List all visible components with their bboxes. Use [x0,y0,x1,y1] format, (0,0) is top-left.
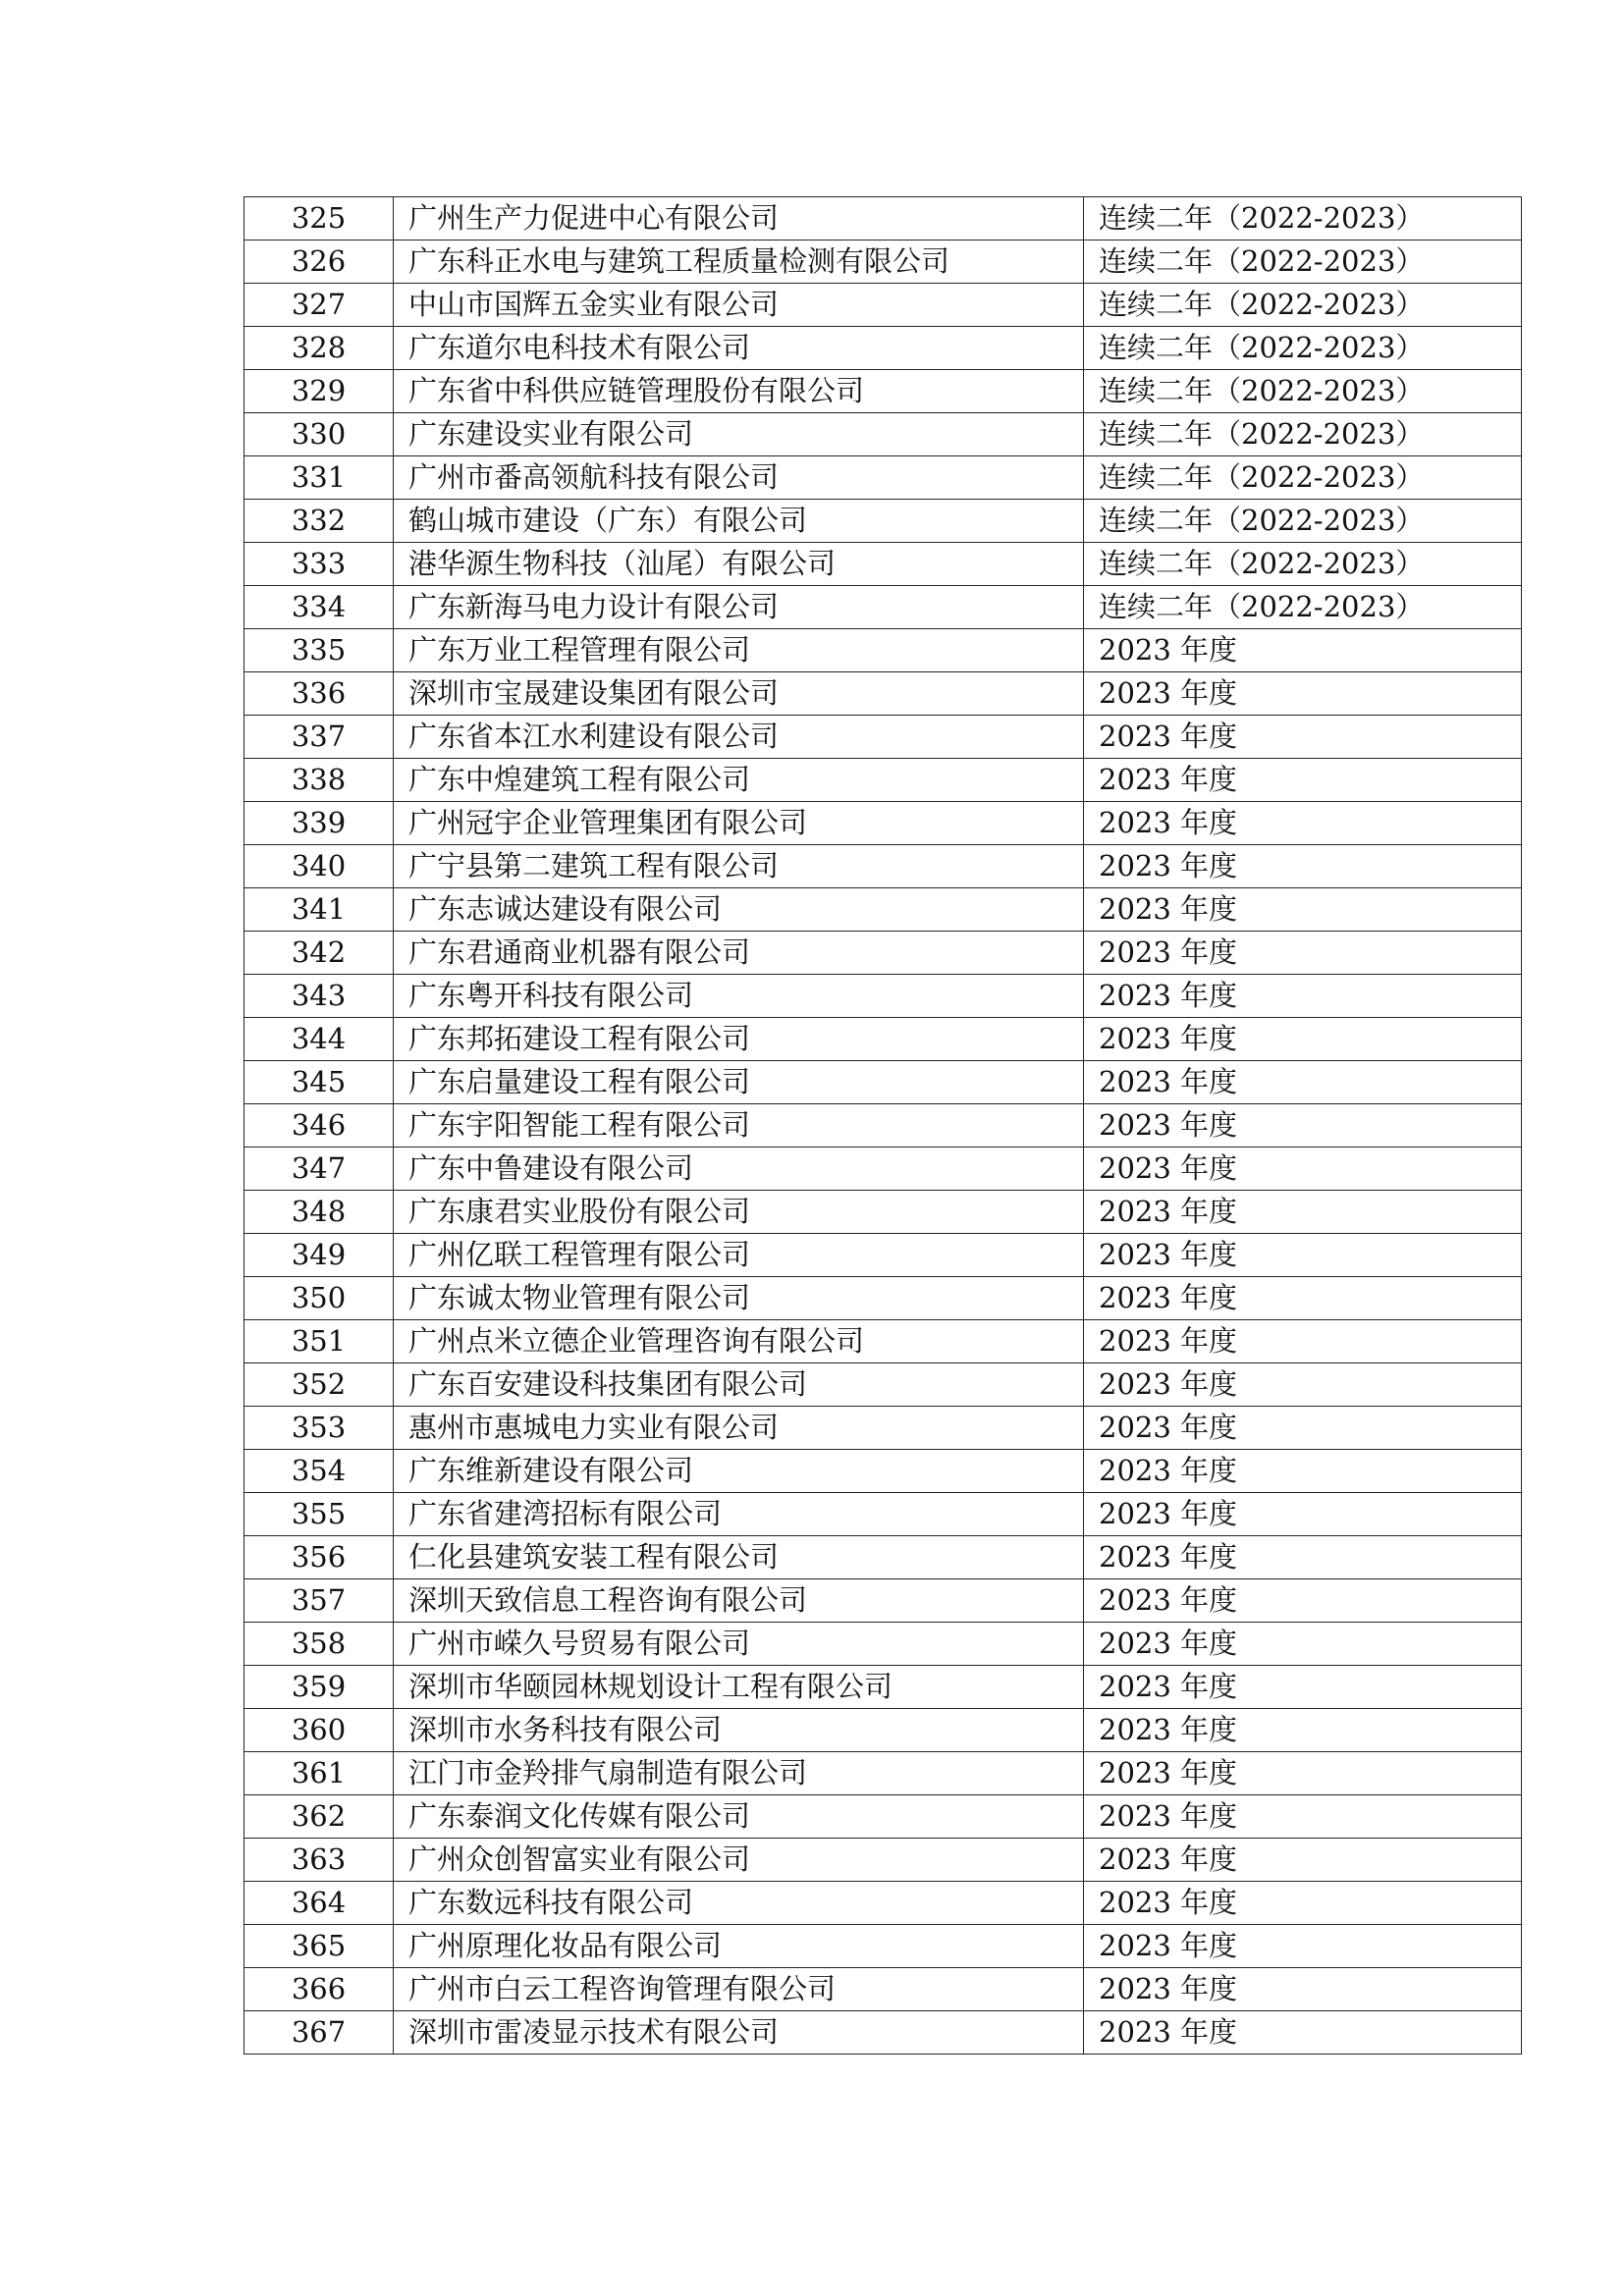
row-number: 360 [244,1709,394,1752]
table-row [244,413,1522,456]
company-name: 广东康君实业股份有限公司 [394,1191,1084,1234]
table-row [244,1450,1522,1493]
award-period: 连续二年（2022-2023） [1084,500,1522,543]
table-row [244,716,1522,759]
company-name: 广东宇阳智能工程有限公司 [394,1104,1084,1148]
company-name: 仁化县建筑安装工程有限公司 [394,1536,1084,1579]
row-number: 367 [244,2011,394,2055]
row-number: 331 [244,456,394,500]
table-row [244,1018,1522,1061]
row-number: 361 [244,1752,394,1795]
company-name: 广东百安建设科技集团有限公司 [394,1363,1084,1407]
award-period: 连续二年（2022-2023） [1084,456,1522,500]
award-period: 2023 年度 [1084,1234,1522,1277]
row-number: 350 [244,1277,394,1320]
company-name: 广东建设实业有限公司 [394,413,1084,456]
company-name: 广东道尔电科技术有限公司 [394,327,1084,370]
row-number: 348 [244,1191,394,1234]
company-name: 广宁县第二建筑工程有限公司 [394,845,1084,888]
table-row [244,1839,1522,1882]
row-number: 363 [244,1839,394,1882]
award-period: 2023 年度 [1084,1579,1522,1623]
row-number: 335 [244,629,394,672]
row-number: 364 [244,1882,394,1925]
award-period: 2023 年度 [1084,1061,1522,1104]
row-number: 327 [244,284,394,327]
award-period: 2023 年度 [1084,1882,1522,1925]
company-name: 广东君通商业机器有限公司 [394,932,1084,975]
row-number: 337 [244,716,394,759]
company-name: 深圳市水务科技有限公司 [394,1709,1084,1752]
award-period: 连续二年（2022-2023） [1084,240,1522,284]
award-period: 2023 年度 [1084,1839,1522,1882]
award-period: 连续二年（2022-2023） [1084,327,1522,370]
company-name: 广东新海马电力设计有限公司 [394,586,1084,629]
company-name: 广东诚太物业管理有限公司 [394,1277,1084,1320]
company-name: 广州生产力促进中心有限公司 [394,197,1084,240]
row-number: 353 [244,1407,394,1450]
row-number: 340 [244,845,394,888]
table-row [244,1752,1522,1795]
table-row [244,240,1522,284]
award-period: 连续二年（2022-2023） [1084,586,1522,629]
table-row [244,327,1522,370]
row-number: 352 [244,1363,394,1407]
table-row [244,759,1522,802]
table-row [244,1709,1522,1752]
award-period: 2023 年度 [1084,1709,1522,1752]
document-page [244,196,1521,2055]
company-name: 深圳市宝晟建设集团有限公司 [394,672,1084,716]
company-name: 广东万业工程管理有限公司 [394,629,1084,672]
company-name: 广东数远科技有限公司 [394,1882,1084,1925]
table-row [244,802,1522,845]
company-name: 广东中煌建筑工程有限公司 [394,759,1084,802]
row-number: 349 [244,1234,394,1277]
award-period: 2023 年度 [1084,1277,1522,1320]
row-number: 339 [244,802,394,845]
company-name: 广东科正水电与建筑工程质量检测有限公司 [394,240,1084,284]
row-number: 332 [244,500,394,543]
table-row [244,1363,1522,1407]
row-number: 347 [244,1148,394,1191]
company-name: 港华源生物科技（汕尾）有限公司 [394,543,1084,586]
row-number: 343 [244,975,394,1018]
company-name: 广东志诚达建设有限公司 [394,888,1084,932]
company-name: 广州冠宇企业管理集团有限公司 [394,802,1084,845]
company-name: 深圳天致信息工程咨询有限公司 [394,1579,1084,1623]
table-row [244,456,1522,500]
table-row [244,1277,1522,1320]
award-period: 2023 年度 [1084,672,1522,716]
row-number: 334 [244,586,394,629]
table-row [244,1320,1522,1363]
row-number: 333 [244,543,394,586]
award-period: 2023 年度 [1084,1148,1522,1191]
award-period: 2023 年度 [1084,1623,1522,1666]
company-name: 广东粤开科技有限公司 [394,975,1084,1018]
table-row [244,2011,1522,2055]
table-row [244,197,1522,240]
table-row [244,500,1522,543]
row-number: 341 [244,888,394,932]
row-number: 326 [244,240,394,284]
company-name: 广州亿联工程管理有限公司 [394,1234,1084,1277]
table-row [244,672,1522,716]
company-name: 广东邦拓建设工程有限公司 [394,1018,1084,1061]
company-name: 广东启量建设工程有限公司 [394,1061,1084,1104]
award-period: 2023 年度 [1084,1925,1522,1968]
table-row [244,1925,1522,1968]
award-period: 2023 年度 [1084,1493,1522,1536]
company-name: 广东维新建设有限公司 [394,1450,1084,1493]
award-period: 2023 年度 [1084,975,1522,1018]
company-name: 中山市国辉五金实业有限公司 [394,284,1084,327]
company-name: 惠州市惠城电力实业有限公司 [394,1407,1084,1450]
table-row [244,1191,1522,1234]
award-period: 2023 年度 [1084,1191,1522,1234]
company-name: 广东省本江水利建设有限公司 [394,716,1084,759]
row-number: 328 [244,327,394,370]
award-period: 2023 年度 [1084,845,1522,888]
table-row [244,1234,1522,1277]
award-period: 2023 年度 [1084,2011,1522,2055]
table-row [244,1148,1522,1191]
row-number: 344 [244,1018,394,1061]
table-body [244,197,1522,2055]
row-number: 366 [244,1968,394,2011]
award-period: 2023 年度 [1084,1536,1522,1579]
award-period: 2023 年度 [1084,1363,1522,1407]
table-row [244,975,1522,1018]
table-row [244,586,1522,629]
award-period: 2023 年度 [1084,932,1522,975]
company-name: 广州市白云工程咨询管理有限公司 [394,1968,1084,2011]
company-name: 广东泰润文化传媒有限公司 [394,1795,1084,1839]
table-row [244,1493,1522,1536]
table-row [244,370,1522,413]
award-period: 2023 年度 [1084,1968,1522,2011]
award-period: 连续二年（2022-2023） [1084,197,1522,240]
company-name: 广东省建湾招标有限公司 [394,1493,1084,1536]
award-period: 2023 年度 [1084,1795,1522,1839]
award-period: 连续二年（2022-2023） [1084,543,1522,586]
table-row [244,284,1522,327]
company-name: 深圳市雷凌显示技术有限公司 [394,2011,1084,2055]
table-row [244,1104,1522,1148]
company-name: 鹤山城市建设（广东）有限公司 [394,500,1084,543]
table-row [244,1061,1522,1104]
company-name: 广州原理化妆品有限公司 [394,1925,1084,1968]
company-name: 广州市番高领航科技有限公司 [394,456,1084,500]
table-row [244,1623,1522,1666]
row-number: 358 [244,1623,394,1666]
award-period: 2023 年度 [1084,1320,1522,1363]
award-period: 连续二年（2022-2023） [1084,413,1522,456]
table-row [244,845,1522,888]
row-number: 357 [244,1579,394,1623]
company-list-table [244,196,1522,2055]
row-number: 351 [244,1320,394,1363]
table-row [244,543,1522,586]
row-number: 329 [244,370,394,413]
table-row [244,1882,1522,1925]
award-period: 2023 年度 [1084,629,1522,672]
company-name: 广州点米立德企业管理咨询有限公司 [394,1320,1084,1363]
company-name: 深圳市华颐园林规划设计工程有限公司 [394,1666,1084,1709]
company-name: 广州众创智富实业有限公司 [394,1839,1084,1882]
table-row [244,629,1522,672]
award-period: 2023 年度 [1084,1752,1522,1795]
company-name: 广州市嵘久号贸易有限公司 [394,1623,1084,1666]
award-period: 2023 年度 [1084,716,1522,759]
company-name: 江门市金羚排气扇制造有限公司 [394,1752,1084,1795]
table-row [244,1666,1522,1709]
row-number: 365 [244,1925,394,1968]
row-number: 345 [244,1061,394,1104]
company-name: 广东中鲁建设有限公司 [394,1148,1084,1191]
award-period: 连续二年（2022-2023） [1084,284,1522,327]
table-row [244,1968,1522,2011]
award-period: 2023 年度 [1084,1018,1522,1061]
table-row [244,1536,1522,1579]
row-number: 338 [244,759,394,802]
row-number: 330 [244,413,394,456]
award-period: 2023 年度 [1084,1104,1522,1148]
table-row [244,1795,1522,1839]
row-number: 336 [244,672,394,716]
row-number: 325 [244,197,394,240]
table-row [244,1579,1522,1623]
award-period: 2023 年度 [1084,759,1522,802]
company-name: 广东省中科供应链管理股份有限公司 [394,370,1084,413]
award-period: 2023 年度 [1084,1407,1522,1450]
award-period: 2023 年度 [1084,1450,1522,1493]
row-number: 354 [244,1450,394,1493]
row-number: 362 [244,1795,394,1839]
row-number: 359 [244,1666,394,1709]
award-period: 2023 年度 [1084,888,1522,932]
row-number: 355 [244,1493,394,1536]
table-row [244,932,1522,975]
award-period: 2023 年度 [1084,1666,1522,1709]
award-period: 连续二年（2022-2023） [1084,370,1522,413]
row-number: 342 [244,932,394,975]
table-row [244,888,1522,932]
row-number: 346 [244,1104,394,1148]
row-number: 356 [244,1536,394,1579]
table-row [244,1407,1522,1450]
award-period: 2023 年度 [1084,802,1522,845]
